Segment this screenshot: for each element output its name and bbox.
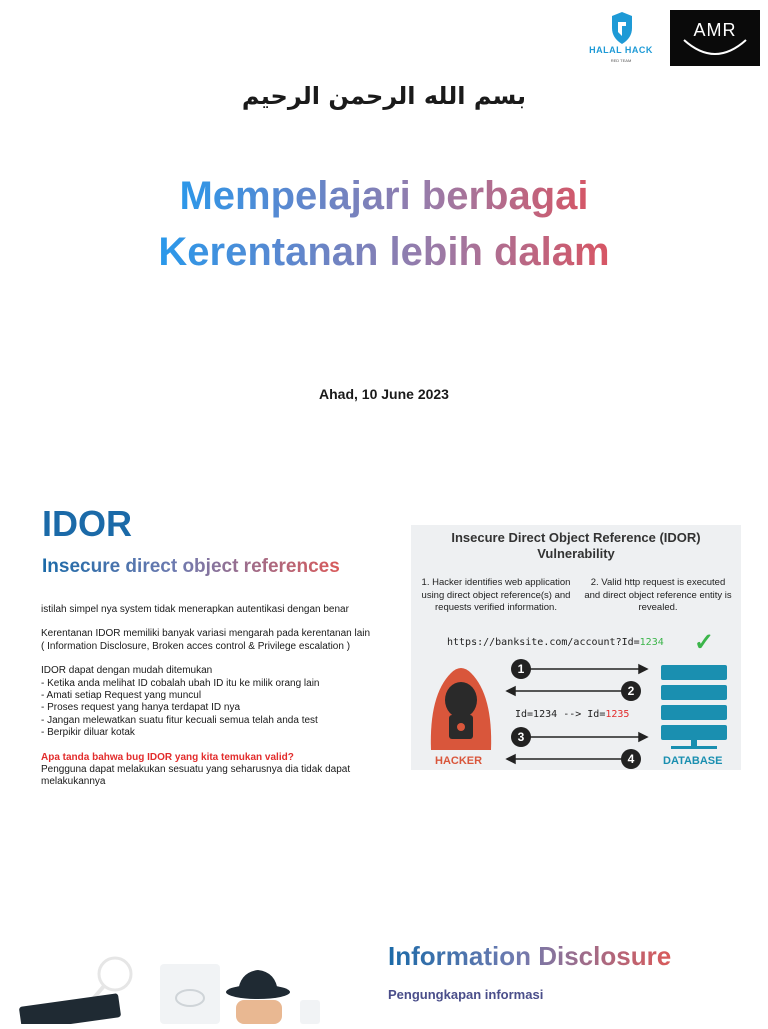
idor-tip: - Berpikir diluar kotak [41, 727, 135, 739]
infographic-url-prefix: https://banksite.com/account?Id= [447, 637, 640, 648]
page-title-line1: Mempelajari berbagai [149, 168, 619, 224]
date-label: Ahad, 10 June 2023 [319, 386, 449, 402]
idor-question: Apa tanda bahwa bug IDOR yang kita temukan valid? [41, 751, 294, 763]
id-change-arrow: --> [563, 709, 582, 720]
halal-hack-logo-subtext: RED TEAM [610, 58, 632, 63]
idor-paragraph-2 [41, 628, 401, 653]
idor-answer: Pengguna dapat melakukan sesuatu yang seharusnya dia tidak dapat melakukannya [41, 764, 351, 788]
step-number-1: 1 [517, 662, 525, 676]
step-number-3: 3 [517, 730, 525, 744]
spy-illustration [0, 940, 360, 1024]
id-change-to-prefix: Id= [587, 709, 606, 720]
infographic-title-line1: Insecure Direct Object Reference (IDOR) [451, 530, 701, 545]
infographic-step-1: 1. Hacker identifies web application using direct object reference(s) and requests verified information. [421, 577, 571, 613]
idor-infographic [411, 525, 741, 770]
database-label: DATABASE [663, 755, 723, 767]
step-number-4: 4 [627, 752, 635, 766]
database-icon [661, 665, 727, 749]
idor-tips-intro: IDOR dapat dengan mudah ditemukan [41, 665, 213, 677]
id-change-to: 1235 [605, 709, 630, 720]
infographic-title-line2: Vulnerability [537, 546, 615, 561]
idor-paragraph-2-line-2: ( Information Disclosure, Broken acces control & Privilege escalation ) [41, 640, 351, 652]
information-disclosure-subheading: Pengungkapan informasi [388, 987, 544, 1002]
information-disclosure-heading: Information Disclosure [388, 941, 672, 971]
idor-subheading: Insecure direct object references [42, 556, 340, 577]
page-title-line2: Kerentanan lebih dalam [134, 224, 634, 280]
infographic-url-id: 1234 [639, 637, 664, 648]
halal-hack-logo-text: HALAL HACK [589, 45, 653, 55]
shield-icon [578, 2, 664, 78]
page-title [0, 168, 768, 280]
bismillah: بسم الله الرحمن الرحيم [241, 82, 527, 110]
idor-heading: IDOR [42, 503, 132, 544]
idor-tip: - Jangan melewatkan suatu fitur kecuali semua telah anda test [41, 714, 318, 726]
hacker-label: HACKER [435, 755, 483, 767]
amr-logo [670, 10, 760, 66]
amr-logo-text: AMR [693, 20, 737, 40]
checkmark-icon: ✓ [694, 629, 715, 656]
halal-hack-logo [578, 2, 664, 78]
spy-icon [0, 940, 360, 1024]
idor-tips [41, 665, 401, 739]
idor-tip: - Amati setiap Request yang muncul [41, 690, 202, 702]
idor-tip: - Proses request yang hanya terdapat ID nya [41, 702, 241, 714]
infographic-diagram [411, 525, 741, 770]
id-change-from: Id=1234 [515, 709, 558, 720]
hacker-icon [431, 668, 491, 750]
infographic-id-change [515, 709, 629, 720]
infographic-step-2: 2. Valid http request is executed and direct object reference entity is revealed. [584, 577, 732, 613]
idor-paragraph-2-line-1: Kerentanan IDOR memiliki banyak variasi mengarah pada kerentanan lain [41, 628, 371, 640]
idor-validity [41, 752, 401, 789]
idor-body [41, 604, 401, 801]
idor-paragraph-1: istilah simpel nya system tidak menerapkan autentikasi dengan benar [41, 604, 349, 615]
step-number-2: 2 [627, 684, 635, 698]
idor-tip: - Ketika anda melihat ID cobalah ubah ID itu ke milik orang lain [41, 677, 320, 689]
